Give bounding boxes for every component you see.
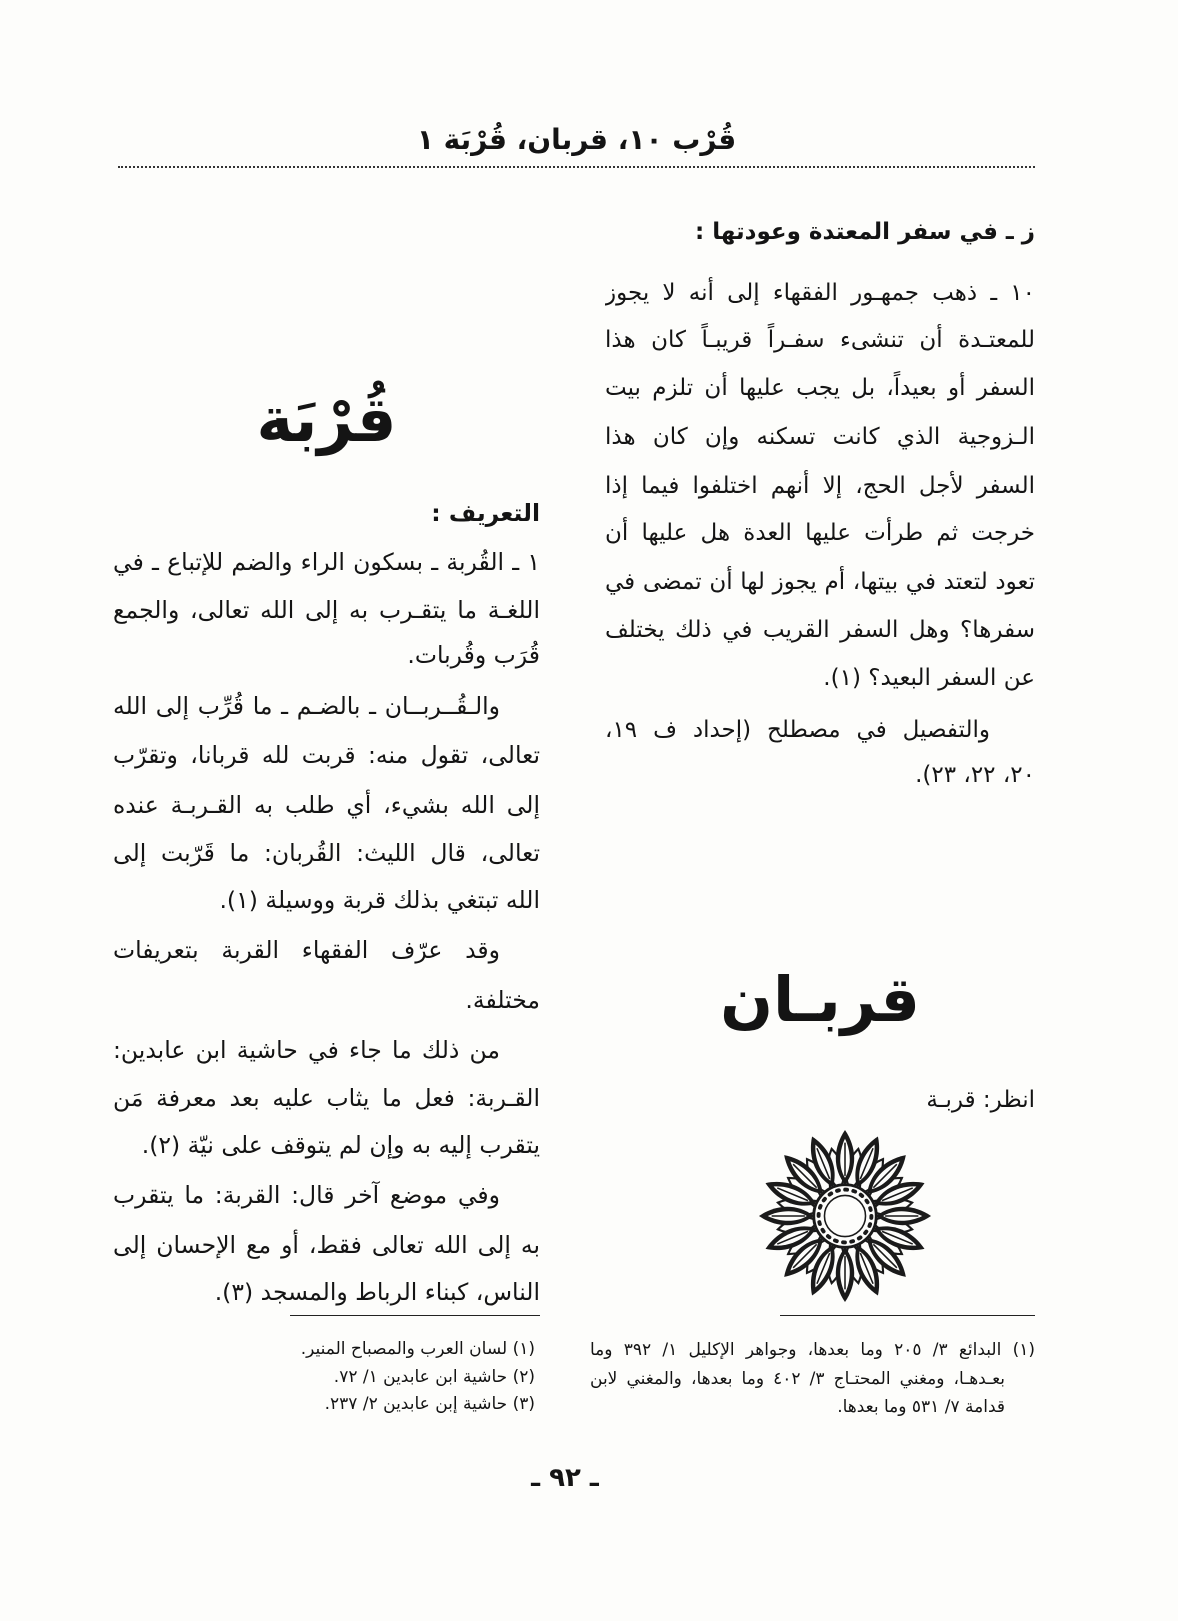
body-line: القـربة: فعل ما يثاب عليه بعد معرفة مَن — [113, 1084, 540, 1112]
body-line: خرجت ثم طرأت عليها العدة هل عليها أن — [605, 520, 1035, 546]
rosette-ornament-icon — [757, 1128, 933, 1304]
entry-title-qurban: قربـان — [720, 963, 920, 1036]
body-line: اللغـة ما يتقـرب به إلى الله تعالى، والجمع — [113, 596, 540, 624]
body-line: السفر لأجل الحج، إلا أنهم اختلفوا فيما إذا — [605, 473, 1035, 499]
footnote-line: (١) البدائع ٣/ ٢٠٥ وما بعدها، وجواهر الإكليل ١/ ٣٩٢ وما — [590, 1340, 1035, 1360]
footnote-line: بعـدهـا، ومغني المحتـاج ٣/ ٤٠٢ وما بعدها، والمغني لابن — [590, 1369, 1005, 1389]
body-line: سفرها؟ وهل السفر القريب في ذلك يختلف — [605, 617, 1035, 643]
page-number: ـ ٩٢ ـ — [531, 1463, 599, 1493]
body-line: والـقُــربــان ـ بالضـم ـ ما قُرِّب إلى الله — [113, 692, 500, 720]
body-line: الناس، كبناء الرباط والمسجد (٣). — [214, 1278, 540, 1306]
body-line: الله تبتغي بذلك قربة ووسيلة (١). — [219, 886, 540, 914]
section-heading: ز ـ في سفر المعتدة وعودتها : — [694, 219, 1035, 245]
body-line: من ذلك ما جاء في حاشية ابن عابدين: — [113, 1036, 500, 1064]
footnote-line: (٢) حاشية ابن عابدين ١/ ٧٢. — [333, 1367, 535, 1387]
body-line: للمعتـدة أن تنشىء سفـراً قريبـاً كان هذا — [605, 327, 1035, 353]
see-also-reference: انظر: قربـة — [926, 1087, 1035, 1113]
body-line: ١ ـ القُربة ـ بسكون الراء والضم للإتباع ـ في — [113, 548, 540, 576]
header-dotted-rule — [118, 166, 1035, 168]
footnote-line: (٣) حاشية إبن عابدين ٢/ ٢٣٧. — [324, 1394, 535, 1414]
body-line: والتفصيل في مصطلح (إحداد ف ١٩، — [605, 717, 990, 743]
entry-title-qurba: قُرْبَة — [256, 383, 397, 456]
running-header: قُرْب ١٠، قربان، قُرْبَة ١ — [416, 123, 737, 156]
body-line: مختلفة. — [465, 986, 540, 1014]
body-line: السفر أو بعيداً، بل يجب عليها أن تلزم بيت — [605, 375, 1035, 401]
body-line: وفي موضع آخر قال: القربة: ما يتقرب — [113, 1181, 500, 1209]
body-line: قُرَب وقُربات. — [407, 641, 540, 669]
body-line: يتقرب إليه به وإن لم يتوقف على نيّة (٢). — [141, 1131, 540, 1159]
footnote-line: (١) لسان العرب والمصباح المنير. — [300, 1339, 535, 1359]
body-line: تعالى، تقول منه: قربت لله قربانا، وتقرّب — [113, 741, 540, 769]
body-line: وقد عرّف الفقهاء القربة بتعريفات — [113, 936, 500, 964]
body-line: عن السفر البعيد؟ (١). — [823, 665, 1035, 691]
body-line: تعالى، قال الليث: القُربان: ما قَرّبت إلى — [113, 839, 540, 867]
definition-heading: التعريف : — [431, 499, 540, 527]
body-line: ٢٠، ٢٢، ٢٣). — [915, 762, 1035, 788]
body-line: ١٠ ـ ذهب جمهـور الفقهاء إلى أنه لا يجوز — [605, 280, 1035, 306]
body-line: إلى الله بشيء، أي طلب به القـربـة عنده — [113, 791, 540, 819]
body-line: الـزوجية الذي كانت تسكنه وإن كان هذا — [605, 424, 1035, 450]
footnote-line: قدامة ٧/ ٥٣١ وما بعدها. — [837, 1397, 1005, 1417]
footnote-separator — [780, 1315, 1035, 1316]
footnote-separator — [290, 1315, 540, 1316]
body-line: به إلى الله تعالى فقط، أو مع الإحسان إلى — [113, 1231, 540, 1259]
body-line: تعود لتعتد في بيتها، أم يجوز لها أن تمضى في — [605, 569, 1035, 595]
